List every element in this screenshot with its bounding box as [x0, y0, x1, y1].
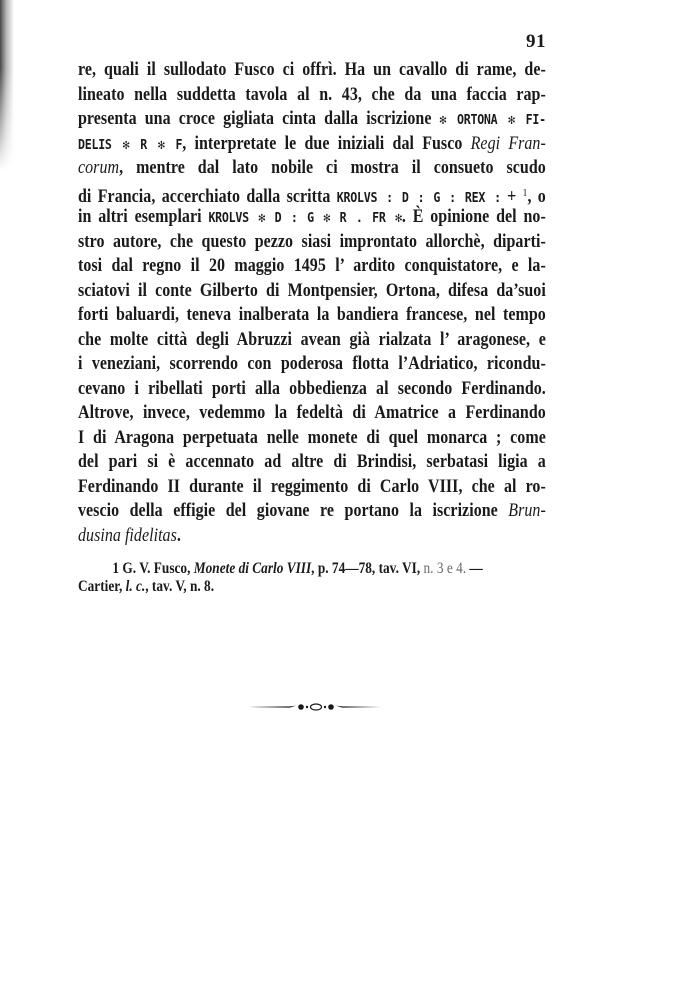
text-run: , p. 74—78, tav. VI, — [311, 560, 424, 577]
text-run: , interpretate le due iniziali dal Fusco — [182, 132, 471, 154]
ornament-center-oval — [311, 704, 322, 710]
ornament-left-dot — [306, 706, 308, 708]
faded-text: n. 3 e 4. — [423, 560, 467, 577]
text-run: . — [176, 524, 181, 546]
text-run: forti baluardi, teneva inalberata la bandiera francese, nel tempo — [78, 304, 546, 325]
text-run: che molte città degli Abruzzi avean già rialzata l’ aragonese, e — [78, 328, 546, 350]
ornament-right-dot — [324, 706, 326, 708]
ornament-right-knob — [328, 704, 334, 710]
page-number: 91 — [526, 31, 546, 52]
inscription-text: DELIS ✻ R ✻ F — [78, 136, 183, 153]
ornament-right-rule — [336, 706, 384, 708]
text-run: del pari si è accennato ad altre di Brindisi, serbatasi ligia a — [78, 451, 546, 472]
italic-text: dusina fidelitas — [78, 524, 177, 546]
inscription-text: KROLVS ✻ D : G ✻ R . FR ✻ — [208, 210, 402, 226]
text-run: Cartier, — [78, 578, 126, 595]
text-line — [78, 279, 546, 304]
text-line — [78, 499, 546, 524]
text-line — [78, 377, 546, 402]
text-run: di Francia, accerchiato dalla scritta — [78, 185, 337, 207]
text-line — [78, 230, 546, 255]
text-line — [78, 303, 546, 328]
italic-text: Regi Fran- — [470, 132, 546, 154]
text-run: sciatovi il conte Gilberto di Montpensier, Ortona, difesa da’suoi — [78, 279, 546, 301]
italic-text: l. c. — [125, 578, 146, 595]
text-line — [78, 524, 546, 549]
body-text — [78, 58, 546, 548]
footnote-line — [78, 560, 483, 578]
text-run: vescio della effigie del giovane re portano la iscrizione — [78, 500, 509, 521]
ornament-divider-icon — [246, 698, 386, 716]
text-run: tosi dal regno il 20 maggio 1495 l’ ardito conquistatore, e la- — [78, 255, 546, 276]
text-line — [78, 328, 546, 353]
text-line — [78, 450, 546, 475]
inscription-text: KROLVS : D : G : REX : — [336, 189, 501, 206]
text-run: + — [500, 185, 523, 207]
text-line — [78, 83, 546, 108]
text-line — [78, 58, 546, 83]
text-line — [78, 352, 546, 377]
ornament-left-knob — [298, 704, 304, 710]
text-run: i veneziani, scorrendo con poderosa flotta l’Adriatico, ricondu- — [78, 353, 546, 374]
text-run: Altrove, invece, vedemmo la fedeltà di Amatrice a Ferdinando — [78, 402, 546, 423]
text-line — [78, 132, 546, 157]
text-run: 1 G. V. Fusco, — [112, 560, 194, 577]
text-line — [78, 254, 546, 279]
text-line — [78, 401, 546, 426]
text-run: in altri esemplari — [78, 206, 209, 227]
text-run: presenta una croce gigliata cinta dalla iscrizione — [78, 108, 440, 129]
text-run: lineato nella suddetta tavola al n. 43, che da una faccia rap- — [78, 83, 546, 105]
scanned-page-edge-shadow — [0, 0, 14, 170]
text-line — [78, 181, 546, 206]
ornament-left-rule — [248, 706, 296, 708]
text-line — [78, 156, 546, 181]
text-run: Ferdinando II durante il reggimento di Carlo VIII, che al ro- — [78, 475, 546, 497]
text-run: , tav. V, n. 8. — [145, 578, 215, 595]
text-line — [78, 205, 546, 230]
text-run: , o — [527, 185, 546, 207]
text-run: re, quali il sullodato Fusco ci offrì. Ha un cavallo di rame, de- — [78, 59, 546, 80]
italic-text: Monete di Carlo VIII — [193, 560, 312, 577]
text-run: cevano i ribellati porti alla obbedienza al secondo Ferdinando. — [78, 377, 546, 399]
text-run: stro autore, che questo pezzo siasi improntato allorchè, diparti- — [78, 230, 546, 252]
italic-text: corum — [78, 157, 120, 178]
footnote-ref: 1 — [522, 186, 528, 199]
text-line — [78, 475, 546, 500]
italic-text: Brun- — [508, 500, 546, 521]
inscription-text: ✻ ORTONA ✻ FI- — [439, 112, 546, 128]
footnotes — [78, 560, 546, 596]
footnote-line — [78, 578, 480, 596]
text-line — [78, 426, 546, 451]
text-run: . È opinione del no- — [401, 206, 546, 227]
text-run: — — [466, 560, 483, 577]
text-run: , mentre dal lato nobile ci mostra il consueto scudo — [119, 157, 546, 178]
text-line — [78, 107, 546, 132]
text-run: I di Aragona perpetuata nelle monete di quel monarca ; come — [78, 426, 546, 448]
